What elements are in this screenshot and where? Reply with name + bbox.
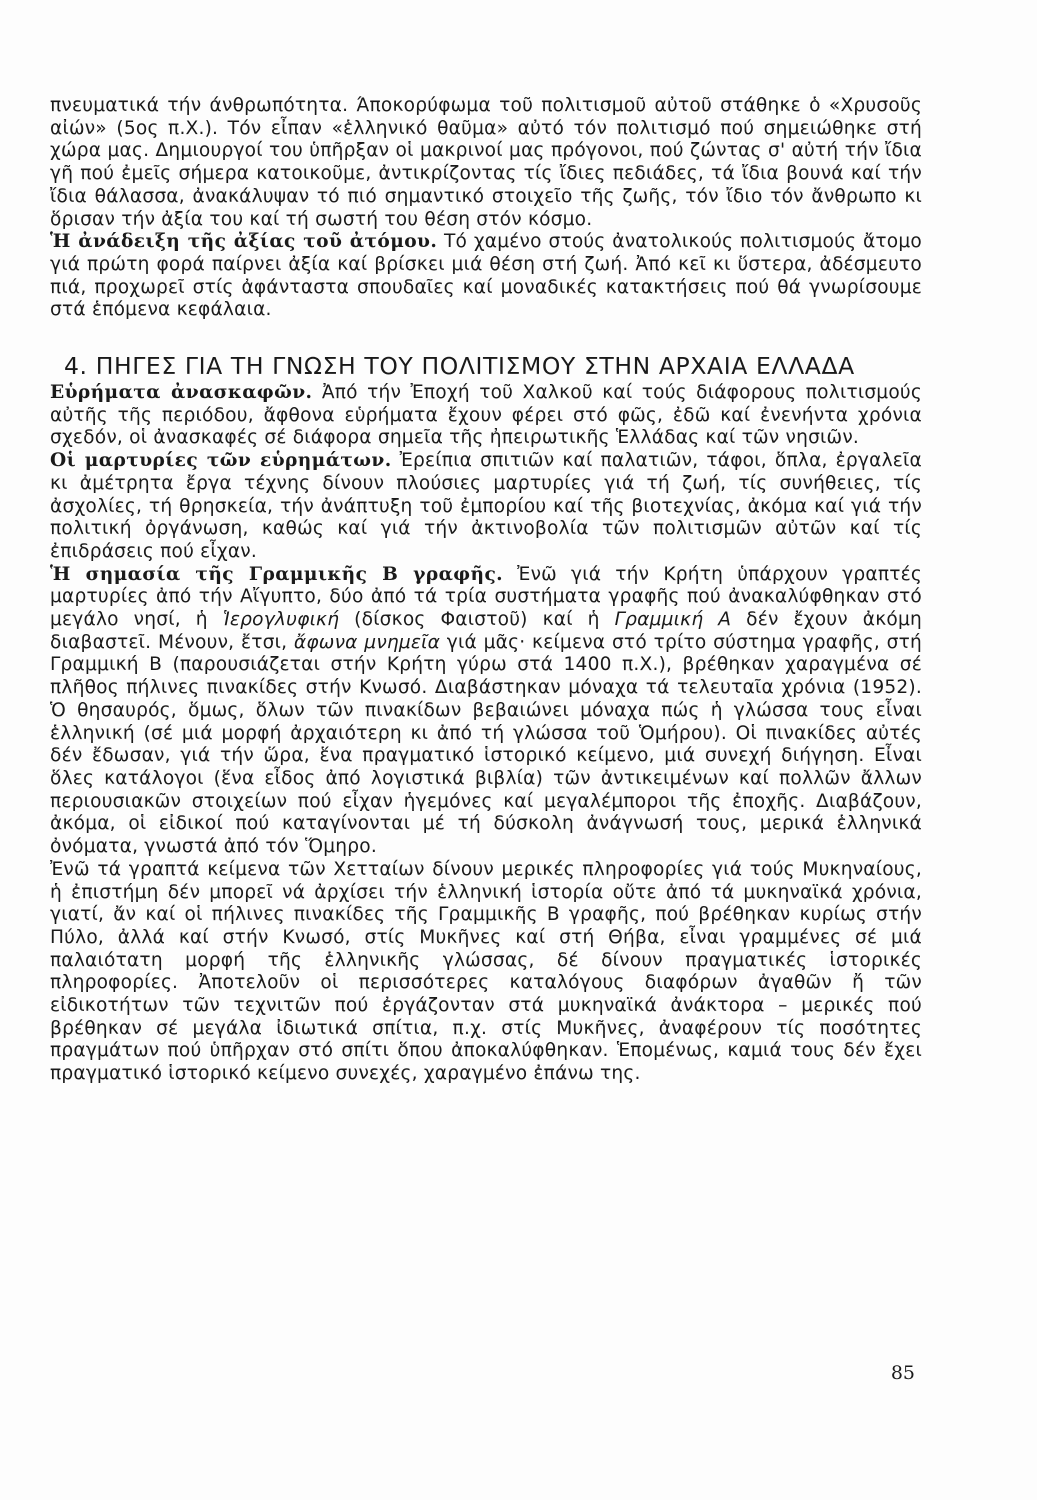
paragraph-body-part: γιά μᾶς· κείμενα στό τρίτο σύστημα γραφῆς, στή Γραμμική Β (παρουσιάζεται στήν Κρήτη γύρω στά 1400 π.Χ.), βρέθηκαν χαραγμένα σέ πλῆθος πήλινες πινακίδες στήν Κνωσό. Διαβάστηκαν μόναχα τά τελευταῖα χρόνια (1952). Ὁ θησαυρός, ὅμως, ὅλων τῶν πινακίδων βεβαιώνει μόναχα πώς ἡ γλώσσα τους εἶναι ἑλληνική (σέ μιά μορφή ἀρχαιότερη κι ἀπό τή γλώσσα τοῦ Ὁμήρου). Οἱ πινακίδες αὐτές δέν ἔδωσαν, γιά τήν ὥρα, ἕνα πραγματικό ἱστορικό κείμενο, μιά συνεχή διήγηση. Εἶναι ὅλες κατάλογοι (ἕνα εἶδος ἀπό λογιστικά βιβλία) τῶν ἀντικειμένων καί πολλῶν ἄλλων περιουσιακῶν στοιχείων πού εἶχαν ἡγεμόνες καί μεγαλέμποροι τῆς ἐποχῆς. Διαβάζουν, ἀκόμα, οἱ εἰδικοί πού καταγίνονται μέ τή δύσκολη ἀνάγνωσή τους, μερικά ἑλληνικά ὀνόματα, γνωστά ἀπό τόν Ὅμηρο. bbox=[50, 631, 922, 858]
paragraph-body: Ἀπό τήν Ἐποχή τοῦ Χαλκοῦ καί τούς διάφορους πολιτισμούς αὐτῆς τῆς περιόδου, ἄφθονα εὑρήματα ἔχουν φέρει στό φῶς, ἐδῶ καί ἐνενήντα χρόνια σχεδόν, οἱ ἀνασκαφές σέ διάφορα σημεῖα τῆς ἠπειρωτικῆς Ἑλλάδας καί τῶν νησιῶν. bbox=[50, 382, 922, 449]
italic-term-hieroglyphic: Ἱερογλυφική bbox=[222, 609, 340, 631]
paragraph-individual-value bbox=[50, 231, 922, 322]
paragraph-lead: Οἱ μαρτυρίες τῶν εὑρημάτων. bbox=[50, 450, 392, 472]
italic-term-linear-a: Γραμμική Α bbox=[614, 609, 732, 631]
paragraph-body-part: (δίσκος Φαιστοῦ) καί ἡ bbox=[339, 609, 615, 631]
paragraph-excavation-finds bbox=[50, 382, 922, 450]
paragraph-body-part: Ἐνῶ γιά τήν Κρήτη ὑπάρχουν γραπτές μαρτυρίες ἀπό τήν Αἴγυπτο, δύο ἀπό τά τρία συστήματα γραφῆς πού ἀνακαλύφθηκαν στό μεγάλο νησί, ἡ bbox=[50, 563, 922, 631]
paragraph-body: Ἐρείπια σπιτιῶν καί παλατιῶν, τάφοι, ὅπλα, ἐργαλεῖα κι ἀμέτρητα ἔργα τέχνης δίνουν πλούσιες μαρτυρίες γιά τή ζωή, τίς συνήθειες, τίς ἀσχολίες, τή θρησκεία, τήν ἀνάπτυξη τοῦ ἐμπορίου καί τῆς βιοτεχνίας, ἀκόμα καί γιά τήν πολιτική ὀργάνωση, καθώς καί γιά τήν ἀκτινοβολία τῶν πολιτισμῶν αὐτῶν καί τίς ἐπιδράσεις πού εἶχαν. bbox=[50, 450, 922, 562]
italic-term-silent-monuments: ἄφωνα μνημεῖα bbox=[293, 631, 441, 653]
page-number: 85 bbox=[890, 1362, 915, 1384]
paragraph-lead: Ἡ σημασία τῆς Γραμμικῆς Β γραφῆς. bbox=[50, 563, 504, 585]
paragraph-testimony-of-finds bbox=[50, 450, 922, 564]
intro-paragraph: πνευματικά τήν άνθρωπότητα. Άποκορύφωμα τοῦ πολιτισμοῦ αὐτοῦ στάθηκε ὁ «Χρυσοῦς αἰών» (5ος π.Χ.). Τόν εἶπαν «ἑλληνικό θαῦμα» αὐτό τόν πολιτισμό πού σημειώθηκε στή χώρα μας. Δημιουργοί του ὑπῆρξαν οἱ μακρινοί μας πρόγονοι, πού ζώντας σ' αὐτή τήν ἴδια γῆ πού ἐμεῖς σήμερα κατοικοῦμε, ἀντικρίζοντας τίς ἴδιες πεδιάδες, τά ἴδια βουνά καί τήν ἴδια θάλασσα, ἀνακάλυψαν τό πιό σημαντικό στοιχεῖο τῆς ζωῆς, τόν ἴδιο τόν ἄνθρωπο κι ὅρισαν τήν ἀξία του καί τή σωστή του θέση στόν κόσμο. bbox=[50, 95, 922, 230]
page-text bbox=[50, 95, 922, 1086]
paragraph-body: Τό χαμένο στούς ἀνατολικούς πολιτισμούς ἄτομο γιά πρώτη φορά παίρνει ἀξία καί βρίσκει μιά θέση στή ζωή. Ἀπό κεῖ κι ὕστερα, ἀδέσμευτο πιά, προχωρεῖ στίς ἀφάνταστα σπουδαῖες καί μοναδικές κατακτήσεις πού θά γνωρίσουμε στά ἑπόμενα κεφάλαια. bbox=[50, 231, 922, 321]
paragraph-body-part: δέν ἔχουν ἀκόμη διαβαστεῖ. Μένουν, ἔτσι, bbox=[50, 609, 922, 653]
paragraph-lead: Εὑρήματα ἀνασκαφῶν. bbox=[50, 382, 313, 404]
paragraph-linear-b bbox=[50, 564, 922, 859]
paragraph-hittite-texts: Ἐνῶ τά γραπτά κείμενα τῶν Χετταίων δίνουν μερικές πληροφορίες γιά τούς Μυκηναίους, ἡ ἐπιστήμη δέν μπορεῖ νά ἀρχίσει τήν ἑλληνική ἱστορία οὔτε ἀπό τά μυκηναϊκά χρόνια, γιατί, ἄν καί οἱ πήλινες πινακίδες τῆς Γραμμικῆς Β γραφῆς, πού βρέθηκαν κυρίως στήν Πύλο, ἀλλά καί στήν Κνωσό, στίς Μυκῆνες καί στή Θήβα, εἶναι γραμμένες σέ μιά παλαιότατη μορφή τῆς ἑλληνικῆς γλώσσας, δέ δίνουν πραγματικές ἱστορικές πληροφορίες. Ἀποτελοῦν οἱ περισσότερες καταλόγους διαφόρων ἀγαθῶν ἤ τῶν εἰδικοτήτων τῶν τεχνιτῶν πού ἐργάζονταν στά μυκηναϊκά ἀνάκτορα – μερικές πού βρέθηκαν σέ μεγάλα ἰδιωτικά σπίτια, π.χ. στίς Μυκῆνες, ἀναφέρουν τίς ποσότητες πραγμάτων πού ὑπῆρχαν στό σπίτι ὅπου ἀποκαλύφθηκαν. Ἑπομένως, καμιά τους δέν ἔχει πραγματικό ἱστορικό κείμενο συνεχές, χαραγμένο ἐπάνω της. bbox=[50, 858, 922, 1085]
paragraph-lead: Ἡ ἀνάδειξη τῆς ἀξίας τοῦ ἀτόμου. bbox=[50, 231, 438, 253]
section-heading: 4. ΠΗΓΕΣ ΓΙΑ ΤΗ ΓΝΩΣΗ ΤΟΥ ΠΟΛΙΤΙΣΜΟΥ ΣΤΗΝ ΑΡΧΑΙΑ ΕΛΛΑΔΑ bbox=[64, 352, 855, 381]
